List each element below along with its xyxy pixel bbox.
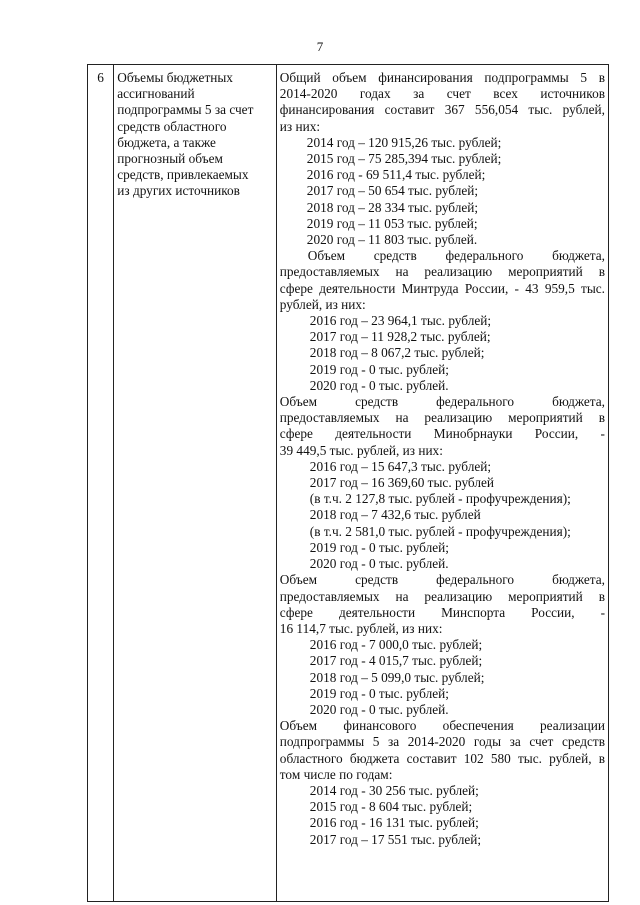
body-line: Общий объем финансирования подпрограммы 5 в xyxy=(279,70,605,85)
body-line: 2017 год – 17 551 тыс. рублей; xyxy=(309,831,482,847)
title-line: из других источников xyxy=(117,183,240,199)
body-line: 2016 год - 69 511,4 тыс. рублей; xyxy=(306,167,486,183)
title-line: подпрограммы 5 за счет xyxy=(117,102,254,118)
body-line: 2020 год - 0 тыс. рублей. xyxy=(309,377,449,393)
body-line: Объем средств федерального бюджета, xyxy=(279,394,605,410)
body-line: 2014 год – 120 915,26 тыс. рублей; xyxy=(306,134,502,150)
body-line: 2015 год - 8 604 тыс. рублей; xyxy=(309,799,473,815)
title-line: бюджета, а также xyxy=(117,134,216,150)
body-line: рублей, из них: xyxy=(279,296,366,312)
body-line: 2014 год - 30 256 тыс. рублей; xyxy=(309,782,479,798)
body-line: (в т.ч. 2 127,8 тыс. рублей - профучреждения); xyxy=(309,491,571,507)
body-line: 2016 год - 16 131 тыс. рублей; xyxy=(309,815,479,831)
passport-table xyxy=(87,64,609,902)
body-line: 2016 год – 15 647,3 тыс. рублей; xyxy=(309,458,492,474)
title-line: прогнозный объем xyxy=(117,151,223,167)
row-title-cell xyxy=(114,65,277,902)
body-line: 2017 год – 50 654 тыс. рублей; xyxy=(306,183,479,199)
title-line: ассигнований xyxy=(117,86,195,102)
body-line: 39 449,5 тыс. рублей, из них: xyxy=(279,442,443,458)
body-line: 2020 год – 11 803 тыс. рублей. xyxy=(306,232,478,248)
body-line: 2016 год - 7 000,0 тыс. рублей; xyxy=(309,637,483,653)
body-line: 2020 год - 0 тыс. рублей. xyxy=(309,701,449,717)
body-line: 16 114,7 тыс. рублей, из них: xyxy=(279,620,443,636)
body-line: 2018 год – 8 067,2 тыс. рублей; xyxy=(309,345,485,361)
body-line: предоставляемых на реализацию мероприятий в xyxy=(279,410,605,426)
body-line: Объем финансового обеспечения реализации xyxy=(279,718,605,734)
row-number: 6 xyxy=(88,65,114,902)
body-line: 2019 год - 0 тыс. рублей; xyxy=(309,361,449,377)
body-line: 2019 год - 0 тыс. рублей; xyxy=(309,685,449,701)
body-line: Объем средств федерального бюджета, xyxy=(279,572,605,588)
body-line: предоставляемых на реализацию мероприятий в xyxy=(279,264,605,280)
body-line: 2017 год - 4 015,7 тыс. рублей; xyxy=(309,653,483,669)
body-line: 2019 год - 0 тыс. рублей; xyxy=(309,539,449,555)
body-line: сфере деятельности Минтруда России, - 43 959,5 тыс. xyxy=(279,280,605,296)
body-line: 2018 год – 5 099,0 тыс. рублей; xyxy=(309,669,485,685)
body-line: 2019 год – 11 053 тыс. рублей; xyxy=(306,215,478,231)
body-line: том числе по годам: xyxy=(279,766,393,782)
body-line: из них: xyxy=(279,118,321,134)
title-line: средств, привлекаемых xyxy=(117,167,249,183)
body-line: (в т.ч. 2 581,0 тыс. рублей - профучреждения); xyxy=(309,523,571,539)
row-body xyxy=(280,70,605,848)
body-line: 2017 год – 16 369,60 тыс. рублей xyxy=(309,475,495,491)
body-line: 2016 год – 23 964,1 тыс. рублей; xyxy=(309,313,492,329)
body-line: Объем средств федерального бюджета, xyxy=(307,248,605,264)
body-line: 2017 год – 11 928,2 тыс. рублей; xyxy=(309,329,491,345)
row-title xyxy=(117,70,273,200)
body-line: 2018 год – 28 334 тыс. рублей; xyxy=(306,199,479,215)
body-line: финансирования составит 367 556,054 тыс. рублей, xyxy=(279,102,605,118)
body-line: 2014-2020 годах за счет всех источников xyxy=(279,86,605,102)
title-line: средств областного xyxy=(117,118,227,134)
title-line: Объемы бюджетных xyxy=(117,70,233,85)
body-line: 2018 год – 7 432,6 тыс. рублей xyxy=(309,507,481,523)
table-row xyxy=(88,65,609,902)
body-line: областного бюджета составит 102 580 тыс. рублей, в xyxy=(279,750,605,766)
row-body-cell xyxy=(276,65,608,902)
body-line: 2020 год - 0 тыс. рублей. xyxy=(309,556,449,572)
body-line: 2015 год – 75 285,394 тыс. рублей; xyxy=(306,151,502,167)
body-line: сфере деятельности Минспорта России, - xyxy=(279,604,605,620)
body-line: предоставляемых на реализацию мероприятий в xyxy=(279,588,605,604)
body-line: сфере деятельности Минобрнауки России, - xyxy=(279,426,605,442)
page-number: 7 xyxy=(316,39,324,54)
body-line: подпрограммы 5 за 2014-2020 годы за счет средств xyxy=(279,734,605,750)
